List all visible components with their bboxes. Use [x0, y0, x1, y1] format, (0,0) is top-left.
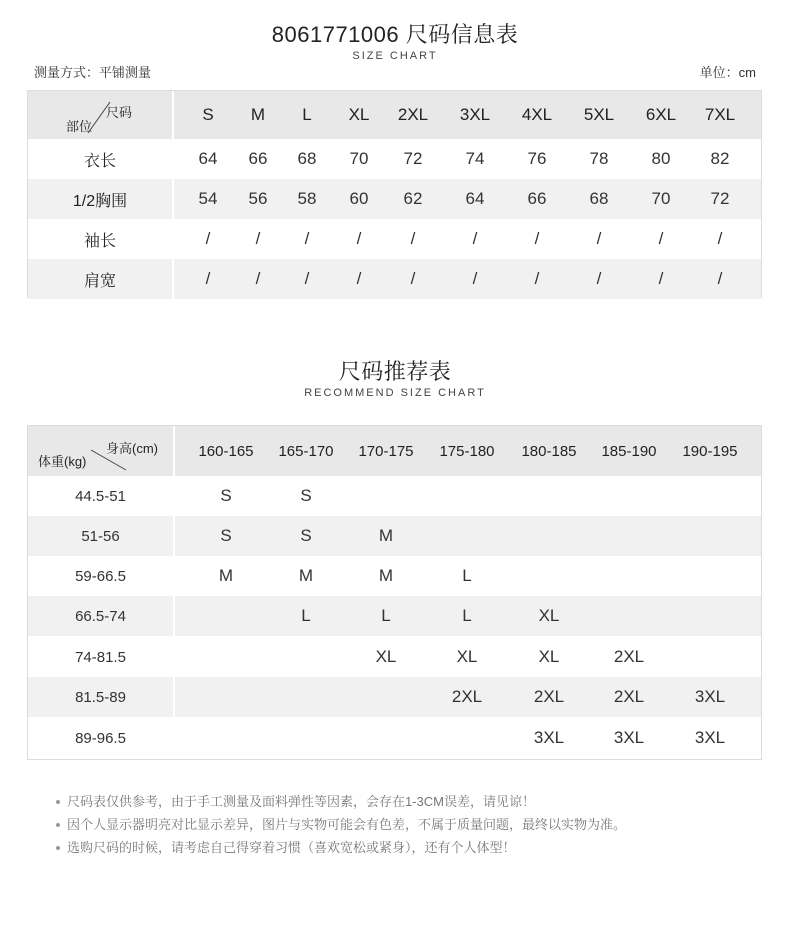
measure-method: 测量方式：平铺测量	[34, 65, 152, 80]
size-value-cell: /	[205, 269, 211, 288]
size-value-cell: /	[356, 229, 362, 248]
recommended-size-cell	[509, 556, 589, 596]
recommend-chart-heading	[0, 359, 790, 400]
recommended-size-cell: S	[300, 486, 312, 505]
size-value-cell: /	[658, 269, 664, 288]
size-value-cell: /	[410, 269, 416, 288]
size-column-header: XL	[348, 105, 370, 124]
size-value-cell: 74	[465, 149, 485, 168]
weight-range-label: 66.5-74	[75, 607, 126, 625]
size-row-label: 1/2胸围	[72, 192, 128, 210]
recommended-size-cell: M	[378, 566, 394, 585]
weight-range-label: 59-66.5	[75, 567, 126, 585]
size-value-cell: /	[255, 269, 261, 288]
recommended-size-cell: 2XL	[613, 647, 645, 666]
recommended-size-cell: XL	[538, 647, 560, 666]
corner-label-weight: 体重(kg)	[38, 454, 87, 469]
recommended-size-cell: S	[300, 526, 312, 545]
height-column-header: 160-165	[198, 442, 254, 460]
height-column-header: 190-195	[682, 442, 738, 460]
size-corner-cell	[28, 91, 172, 139]
recommended-size-cell: M	[378, 526, 394, 545]
recommend-chart-table	[27, 425, 762, 760]
size-value-cell: /	[472, 229, 478, 248]
size-column-header: S	[202, 105, 214, 124]
recommended-size-cell: XL	[538, 606, 560, 625]
recommend-data-row	[28, 596, 761, 636]
size-data-row	[28, 219, 761, 259]
recommend-data-row	[28, 718, 761, 758]
weight-range-label: 44.5-51	[75, 487, 126, 505]
size-column-header: 3XL	[459, 105, 491, 124]
size-value-cell: 56	[248, 189, 268, 208]
height-column-header: 185-190	[601, 442, 657, 460]
recommend-chart-subtitle: RECOMMEND SIZE CHART	[304, 387, 486, 399]
recommend-data-row	[28, 476, 761, 516]
size-value-cell: 62	[403, 189, 423, 208]
weight-range-label: 74-81.5	[75, 648, 126, 666]
note-item	[56, 790, 626, 813]
recommended-size-cell: XL	[456, 647, 478, 666]
size-value-cell: /	[534, 269, 540, 288]
recommend-data-row	[28, 556, 761, 596]
size-data-row	[28, 139, 761, 179]
corner-label-size: 尺码	[106, 105, 133, 120]
recommended-size-cell: 3XL	[533, 728, 565, 747]
size-value-cell: 70	[651, 189, 671, 208]
bullet-icon	[56, 846, 60, 850]
size-value-cell: /	[205, 229, 211, 248]
size-column-header: 4XL	[521, 105, 553, 124]
size-value-cell: /	[717, 229, 723, 248]
size-column-header: 2XL	[397, 105, 429, 124]
height-column-header: 180-185	[521, 442, 577, 460]
size-column-header: 6XL	[645, 105, 677, 124]
height-column-header: 175-180	[439, 442, 495, 460]
recommended-size-cell	[346, 718, 426, 758]
size-value-cell: 66	[248, 149, 268, 168]
recommended-size-cell: L	[381, 606, 391, 625]
recommended-size-cell	[346, 476, 426, 516]
recommended-size-cell: 3XL	[694, 687, 726, 706]
size-value-cell: 72	[710, 189, 730, 208]
recommend-data-row	[28, 637, 761, 677]
recommended-size-cell	[427, 476, 507, 516]
recommended-size-cell	[266, 677, 346, 717]
size-chart-title: 8061771006 尺码信息表	[271, 22, 519, 47]
note-text: 选购尺码的时候，请考虑自己得穿着习惯（喜欢宽松或紧身），还有个人体型！	[67, 840, 516, 855]
size-value-cell: 68	[297, 149, 317, 168]
corner-label-height: 身高(cm)	[106, 441, 158, 456]
size-value-cell: 72	[403, 149, 423, 168]
recommended-size-cell	[670, 476, 750, 516]
recommended-size-cell: L	[462, 566, 472, 585]
recommended-size-cell	[427, 516, 507, 556]
size-value-cell: /	[534, 229, 540, 248]
size-value-cell: /	[717, 269, 723, 288]
size-value-cell: 82	[710, 149, 730, 168]
recommended-size-cell	[670, 516, 750, 556]
size-value-cell: 64	[198, 149, 218, 168]
recommended-size-cell	[346, 677, 426, 717]
unit-label: 单位：cm	[699, 65, 756, 80]
recommended-size-cell	[509, 516, 589, 556]
size-value-cell: /	[304, 229, 310, 248]
weight-range-label: 89-96.5	[75, 729, 126, 747]
size-value-cell: /	[255, 229, 261, 248]
recommended-size-cell	[266, 637, 346, 677]
size-chart-table	[27, 90, 762, 298]
recommend-header-row	[28, 426, 761, 476]
size-value-cell: /	[356, 269, 362, 288]
height-column-header: 170-175	[358, 442, 414, 460]
recommend-corner-cell	[28, 426, 173, 476]
recommended-size-cell: S	[220, 486, 232, 505]
size-data-row	[28, 179, 761, 219]
size-value-cell: 78	[589, 149, 609, 168]
note-text: 因个人显示器明亮对比显示差异，图片与实物可能会有色差，不属于质量问题，最终以实物为准。	[67, 817, 627, 832]
size-value-cell: 68	[589, 189, 609, 208]
size-value-cell: 64	[465, 189, 485, 208]
recommended-size-cell: XL	[375, 647, 397, 666]
bullet-icon	[56, 800, 60, 804]
recommended-size-cell	[589, 556, 669, 596]
weight-range-label: 51-56	[81, 527, 120, 545]
recommended-size-cell: S	[220, 526, 232, 545]
recommended-size-cell	[266, 718, 346, 758]
size-column-header: M	[250, 105, 266, 124]
weight-range-label: 81.5-89	[75, 688, 126, 706]
size-value-cell: /	[472, 269, 478, 288]
size-chart-heading	[0, 22, 790, 63]
size-value-cell: /	[596, 229, 602, 248]
size-value-cell: 66	[527, 189, 547, 208]
note-item	[56, 836, 626, 859]
recommended-size-cell	[186, 677, 266, 717]
size-value-cell: /	[596, 269, 602, 288]
recommended-size-cell: 2XL	[533, 687, 565, 706]
recommended-size-cell	[186, 596, 266, 636]
recommended-size-cell	[589, 476, 669, 516]
size-value-cell: 54	[198, 189, 218, 208]
recommended-size-cell	[186, 637, 266, 677]
corner-diagonal-line	[28, 91, 172, 139]
recommended-size-cell	[670, 637, 750, 677]
recommend-data-row	[28, 677, 761, 717]
size-row-label: 肩宽	[83, 272, 116, 290]
size-value-cell: /	[410, 229, 416, 248]
size-value-cell: 70	[349, 149, 369, 168]
note-text: 尺码表仅供参考，由于手工测量及面料弹性等因素，会存在1-3CM误差，请见谅！	[67, 794, 536, 809]
size-column-header: 5XL	[583, 105, 615, 124]
recommended-size-cell: M	[218, 566, 234, 585]
recommended-size-cell: 2XL	[451, 687, 483, 706]
recommended-size-cell	[670, 556, 750, 596]
size-row-label: 衣长	[83, 152, 116, 170]
recommended-size-cell	[589, 516, 669, 556]
height-column-header: 165-170	[278, 442, 334, 460]
recommended-size-cell	[589, 596, 669, 636]
recommended-size-cell: 3XL	[694, 728, 726, 747]
recommended-size-cell	[427, 718, 507, 758]
recommended-size-cell: M	[298, 566, 314, 585]
recommended-size-cell	[670, 596, 750, 636]
recommended-size-cell	[509, 476, 589, 516]
size-value-cell: 60	[349, 189, 369, 208]
size-value-cell: /	[658, 229, 664, 248]
note-item	[56, 813, 626, 836]
recommended-size-cell: 3XL	[613, 728, 645, 747]
corner-label-part: 部位	[66, 119, 93, 134]
size-header-row	[28, 91, 761, 139]
recommended-size-cell: 2XL	[613, 687, 645, 706]
recommended-size-cell	[186, 718, 266, 758]
size-value-cell: /	[304, 269, 310, 288]
size-value-cell: 80	[651, 149, 671, 168]
notes-list	[56, 790, 626, 859]
recommended-size-cell: L	[462, 606, 472, 625]
size-column-header: 7XL	[704, 105, 736, 124]
size-value-cell: 58	[297, 189, 317, 208]
recommended-size-cell: L	[301, 606, 311, 625]
recommend-chart-title: 尺码推荐表	[338, 359, 452, 384]
recommend-data-row	[28, 516, 761, 556]
size-chart-subtitle: SIZE CHART	[352, 50, 438, 62]
size-row-label: 袖长	[83, 232, 116, 250]
size-column-header: L	[302, 105, 312, 124]
size-value-cell: 76	[527, 149, 547, 168]
size-data-row	[28, 259, 761, 299]
bullet-icon	[56, 823, 60, 827]
